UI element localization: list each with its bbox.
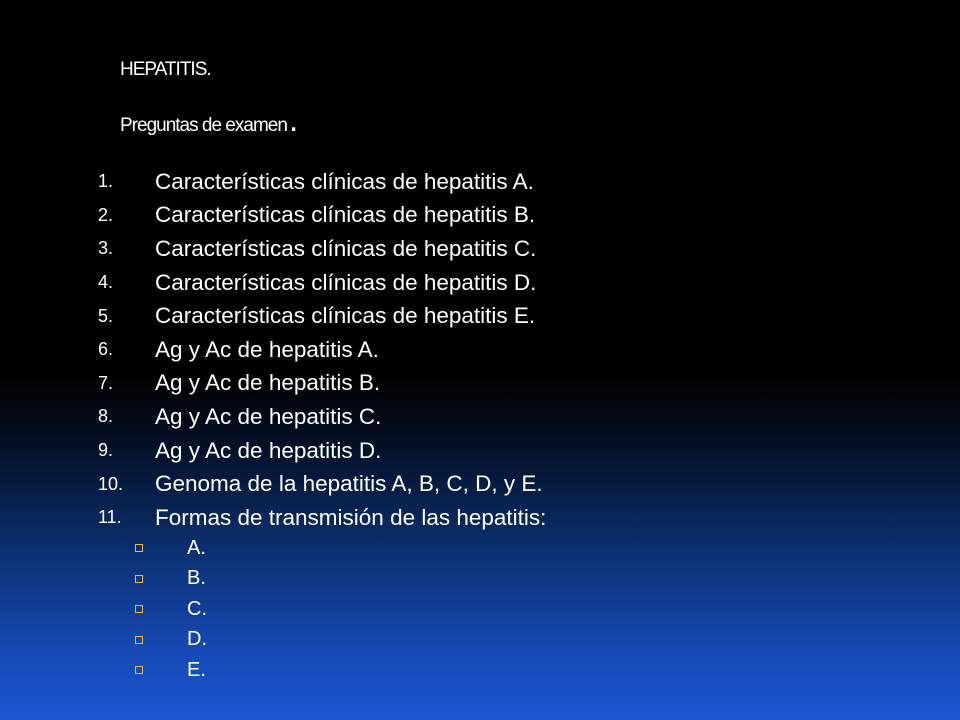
item-text: Formas de transmisión de las hepatitis: — [155, 504, 547, 530]
sub-item-text: B. — [187, 567, 206, 590]
item-text: Ag y Ac de hepatitis A. — [155, 336, 379, 362]
sub-item-text: E. — [187, 658, 206, 681]
square-bullet-icon — [135, 605, 143, 613]
list-item — [98, 367, 878, 401]
item-text: Características clínicas de hepatitis B. — [155, 202, 536, 228]
item-number: 3. — [98, 238, 114, 259]
item-number: 4. — [98, 272, 114, 293]
square-bullet-icon — [135, 666, 143, 674]
item-number: 5. — [98, 305, 114, 326]
sub-item-text: D. — [187, 628, 207, 651]
item-text: Características clínicas de hepatitis A. — [155, 168, 534, 194]
square-bullet-icon — [135, 544, 143, 552]
title-heading: HEPATITIS. — [120, 59, 211, 80]
item-text: Características clínicas de hepatitis C. — [155, 235, 537, 261]
sub-item-text: C. — [187, 597, 207, 620]
list-item — [98, 333, 878, 367]
item-text: Características clínicas de hepatitis E. — [155, 303, 536, 329]
title-subheading-text: Preguntas de examen — [120, 115, 287, 136]
list-item — [98, 467, 878, 501]
list-item — [98, 266, 878, 300]
list-item — [98, 501, 878, 535]
list-item — [98, 400, 878, 434]
list-item — [98, 199, 878, 233]
title-subheading — [120, 101, 820, 139]
item-text: Características clínicas de hepatitis D. — [155, 269, 537, 295]
list-item — [98, 299, 878, 333]
item-number: 7. — [98, 372, 114, 393]
item-text: Ag y Ac de hepatitis B. — [155, 370, 381, 396]
square-bullet-icon — [135, 636, 143, 644]
item-number: 11. — [98, 507, 122, 528]
list-item — [98, 434, 878, 468]
sub-item-text: A. — [187, 536, 206, 559]
item-number: 6. — [98, 339, 114, 360]
exam-questions-list — [98, 165, 878, 535]
item-number: 1. — [98, 171, 114, 192]
item-number: 8. — [98, 406, 114, 427]
list-item — [98, 165, 878, 199]
title-dot: . — [288, 101, 298, 139]
item-text: Ag y Ac de hepatitis C. — [155, 403, 382, 429]
item-text: Ag y Ac de hepatitis D. — [155, 437, 382, 463]
item-number: 9. — [98, 440, 114, 461]
item-text: Genoma de la hepatitis A, B, C, D, y E. — [155, 471, 543, 497]
item-number: 2. — [98, 204, 114, 225]
list-item — [98, 232, 878, 266]
item-number: 10. — [98, 473, 124, 494]
square-bullet-icon — [135, 575, 143, 583]
slide-title — [120, 59, 820, 139]
